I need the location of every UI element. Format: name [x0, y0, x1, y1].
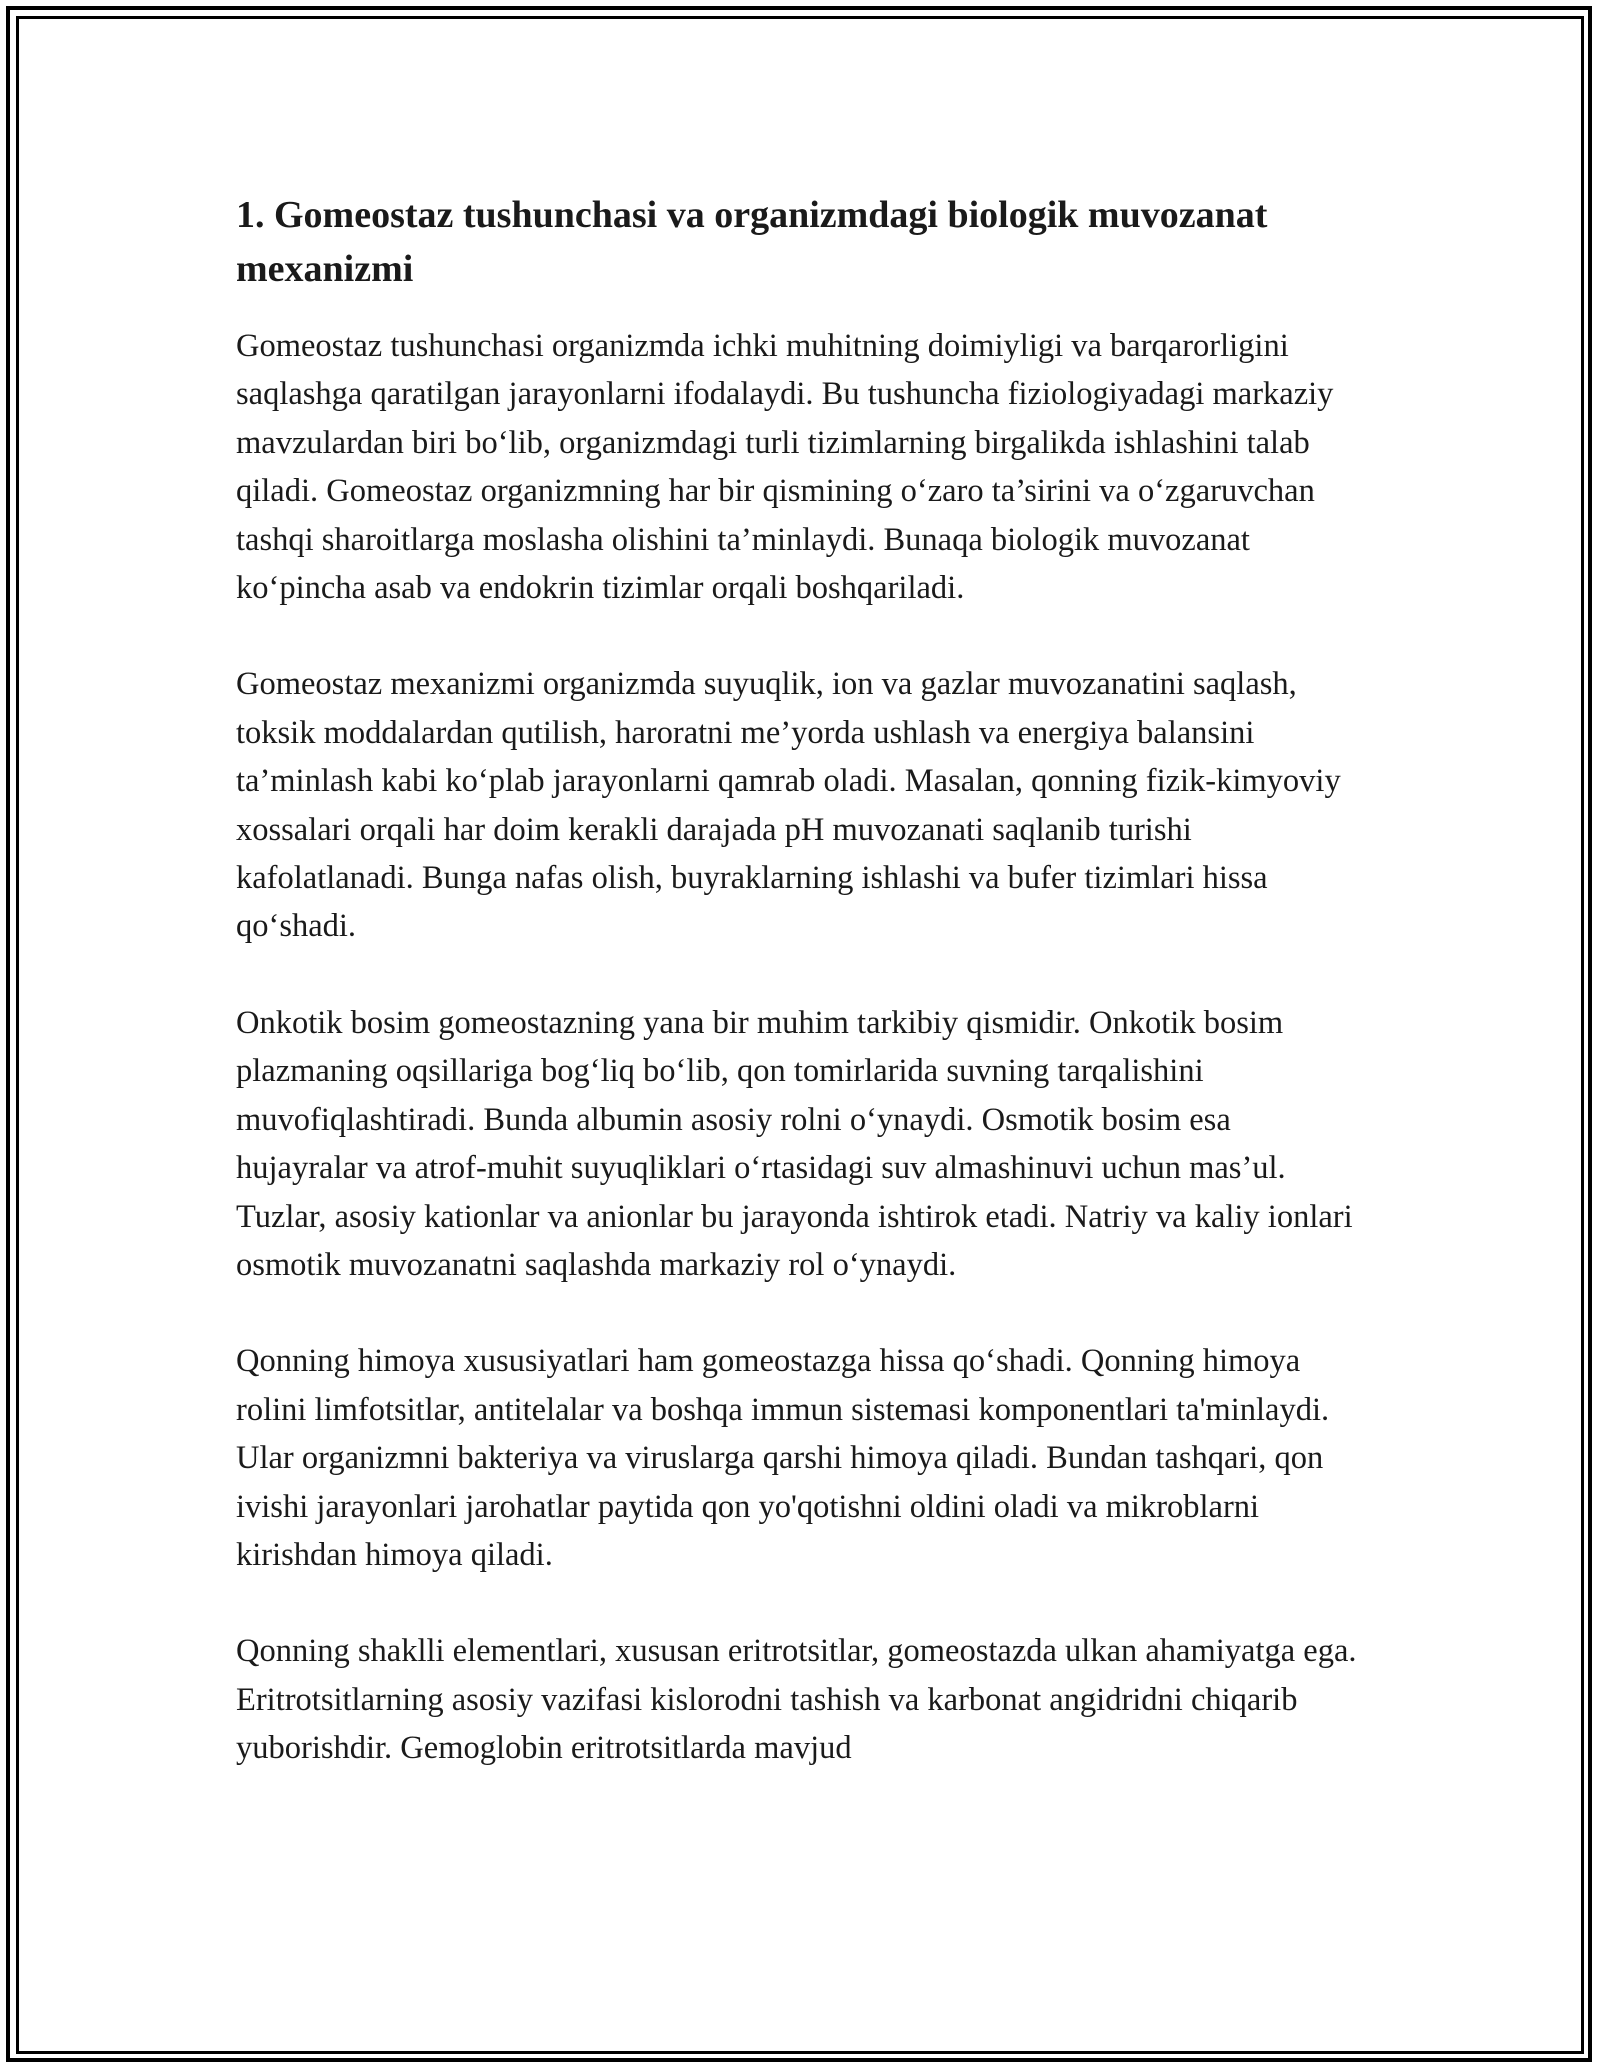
paragraph-blood-protection: Qonning himoya xususiyatlari ham gomeostazga hissa qo‘shadi. Qonning himoya rolini limfotsitlar, antitelalar va boshqa immun sistemasi komponentlari ta'minlaydi. Ular organizmni bakteriya va viruslarga qarshi himoya qiladi. Bundan tashqari, qon ivishi jarayonlari jarohatlar paytida qon yo'qotishni oldini oladi va mikroblarni kirishdan himoya qiladi.: [236, 1343, 1330, 1573]
paragraph-gomeostaz-mechanism: Gomeostaz mexanizmi organizmda suyuqlik, ion va gazlar muvozanatini saqlash, toksik moddalardan qutilish, haroratni me’yorda ushlash va energiya balansini ta’minlash kabi ko‘plab jarayonlarni qamrab oladi. Masalan, qonning fizik-kimyoviy xossalari orqali har doim kerakli darajada pH muvozanati saqlanib turishi kafolatlanadi. Bunga nafas olish, buyraklarning ishlashi va bufer tizimlari hissa qo‘shadi.: [236, 666, 1341, 945]
section-heading: 1. Gomeostaz tushunchasi va organizmdagi biologik muvozanat mexanizmi: [236, 194, 1268, 290]
paragraph-gomeostaz-definition: Gomeostaz tushunchasi organizmda ichki muhitning doimiyligi va barqarorligini saqlashga qaratilgan jarayonlarni ifodalaydi. Bu tushuncha fiziologiyadagi markaziy mavzulardan biri bo‘lib, organizmdagi turli tizimlarning birgalikda ishlashini talab qiladi. Gomeostaz organizmning har bir qismining o‘zaro ta’sirini va o‘zgaruvchan tashqi sharoitlarga moslasha olishini ta’minlaydi. Bunaqa biologik muvozanat ko‘pincha asab va endokrin tizimlar orqali boshqariladi.: [236, 328, 1334, 607]
paragraph-blood-cells: Qonning shaklli elementlari, xususan eritrotsitlar, gomeostazda ulkan ahamiyatga ega. Eritrotsitlarning asosiy vazifasi kislorodni tashish va karbonat angidridni chiqarib yuborishdir. Gemoglobin eritrotsitlarda mavjud: [236, 1633, 1357, 1767]
document-body: [236, 188, 1366, 1821]
paragraph-oncotic-pressure: Onkotik bosim gomeostazning yana bir muhim tarkibiy qismidir. Onkotik bosim plazmaning oqsillariga bog‘liq bo‘lib, qon tomirlarida suvning tarqalishini muvofiqlashtiradi. Bunda albumin asosiy rolni o‘ynaydi. Osmotik bosim esa hujayralar va atrof-muhit suyuqliklari o‘rtasidagi suv almashinuvi uchun mas’ul. Tuzlar, asosiy kationlar va anionlar bu jarayonda ishtirok etadi. Natriy va kaliy ionlari osmotik muvozanatni saqlashda markaziy rol o‘ynaydi.: [236, 1004, 1353, 1283]
